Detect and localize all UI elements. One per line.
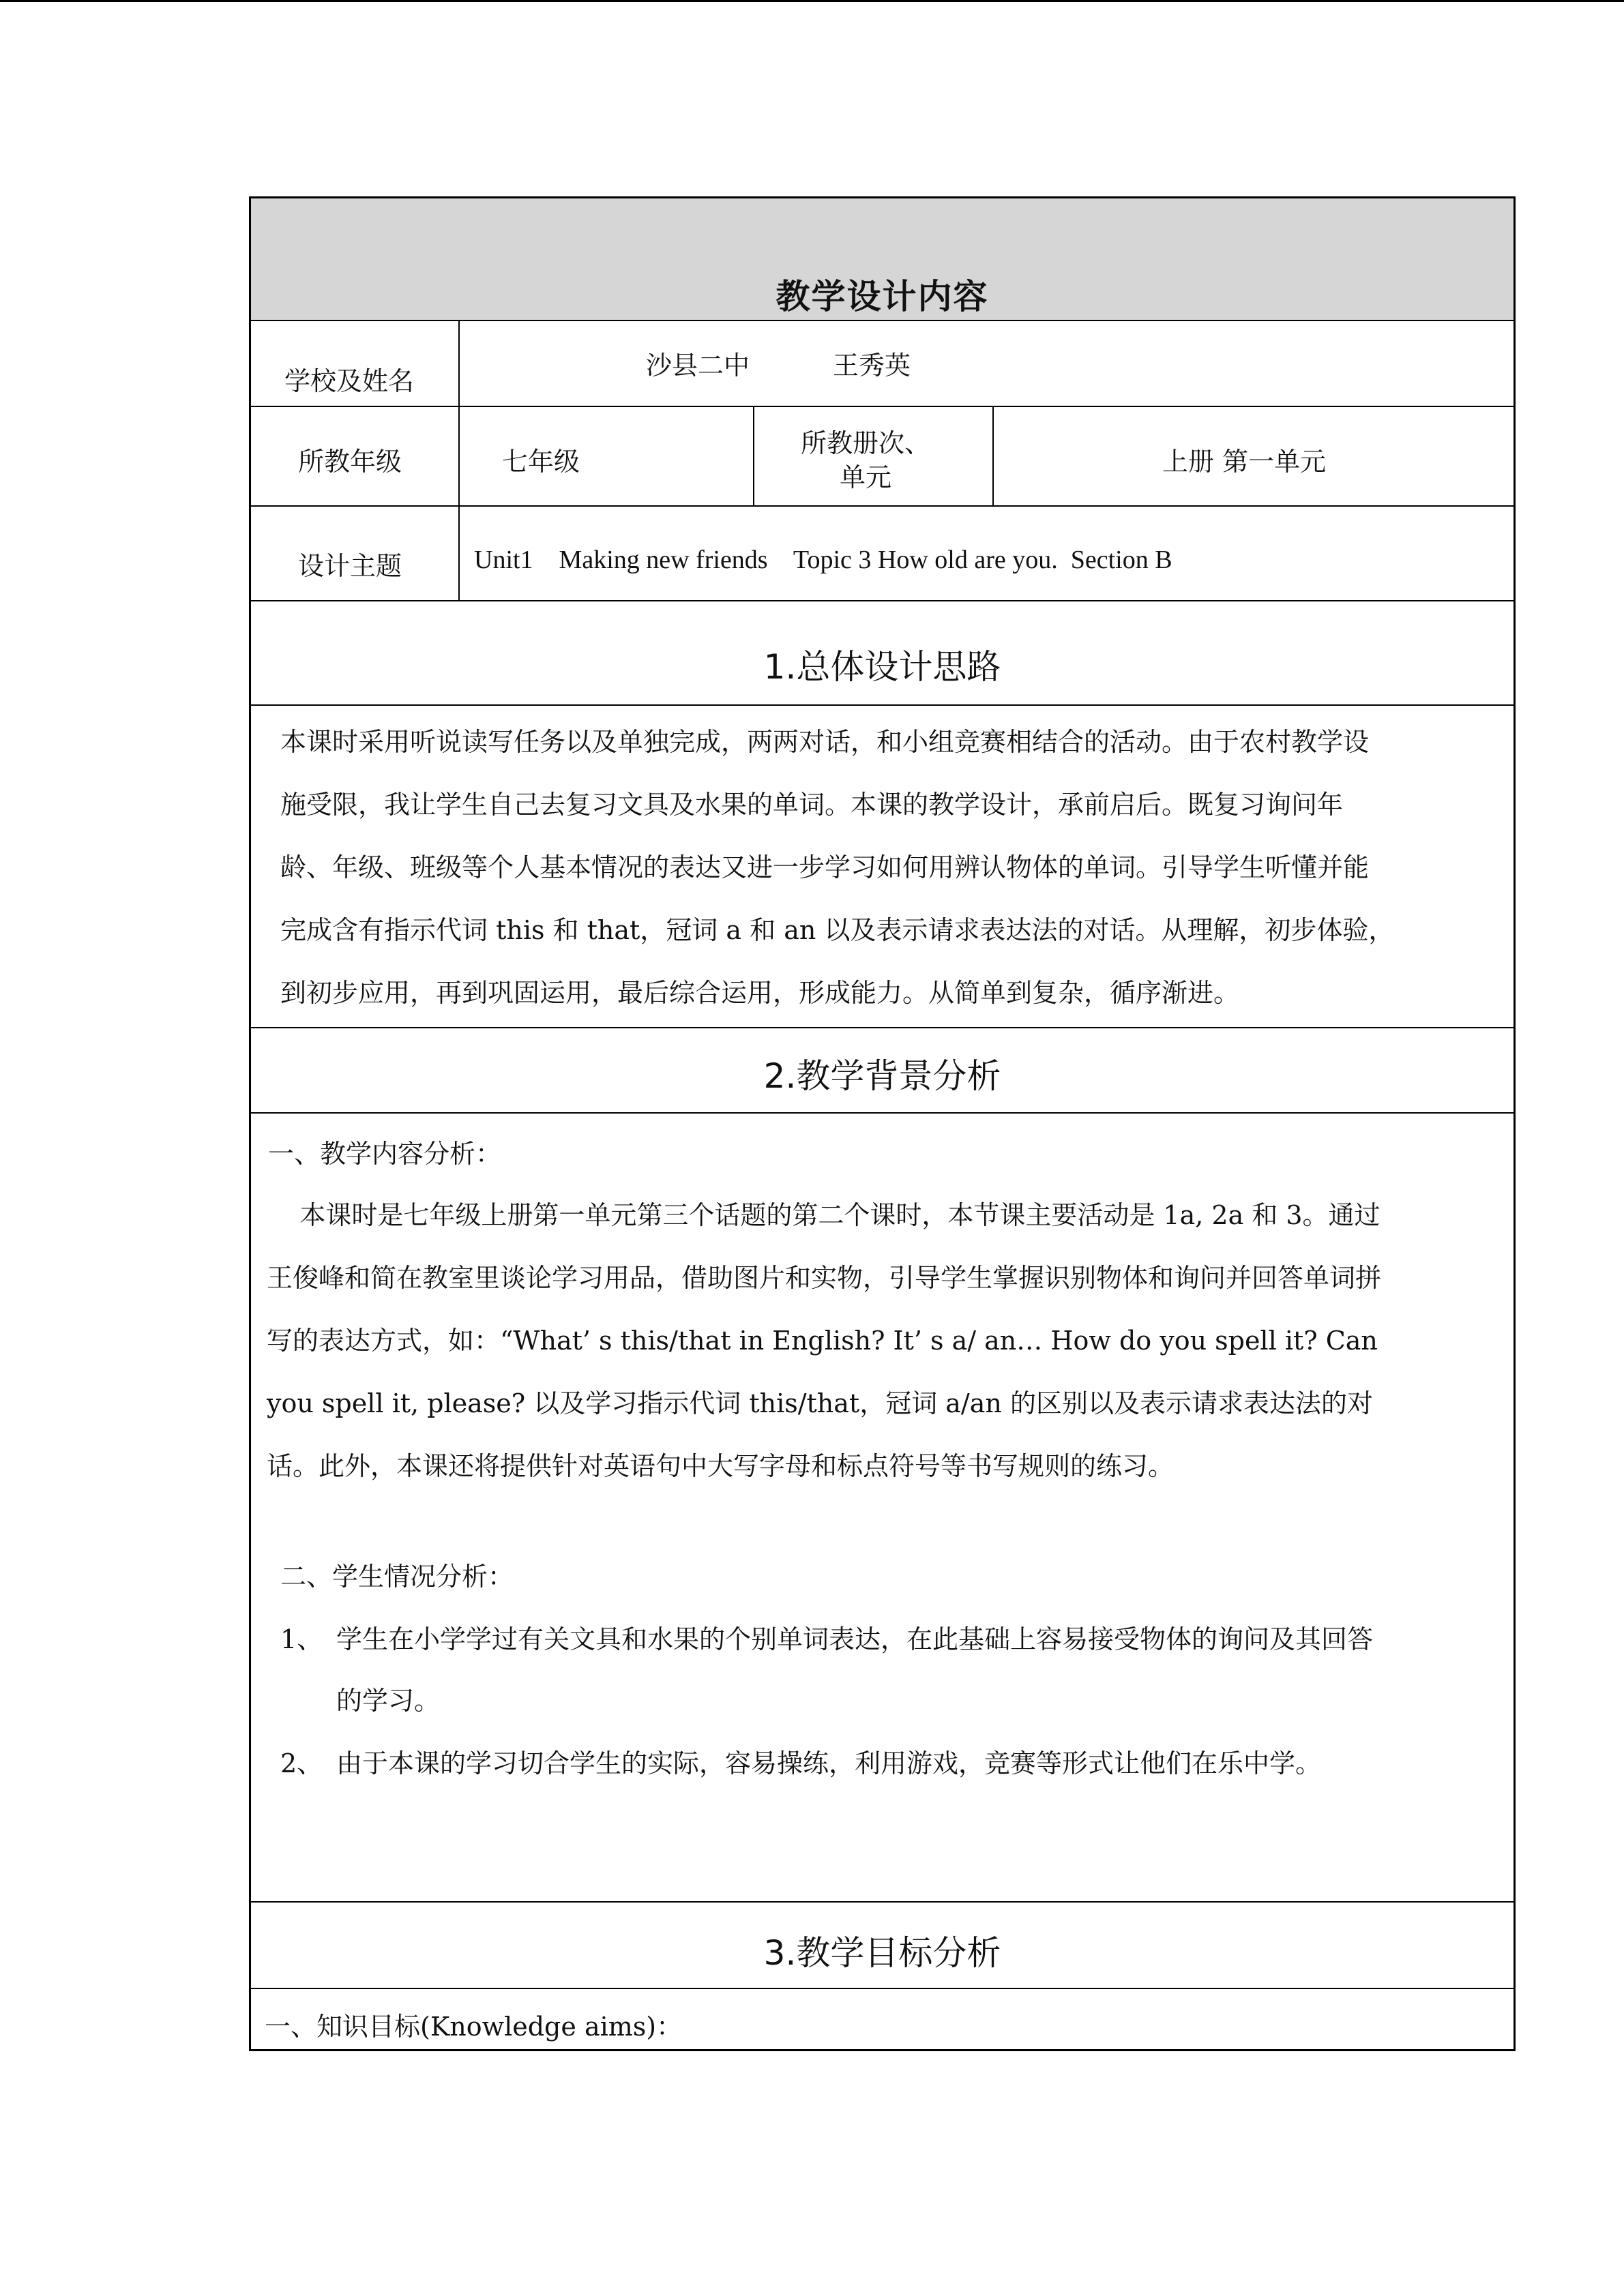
grade-value: 七年级 <box>502 447 580 477</box>
divider <box>251 320 1514 321</box>
content-analysis-line: 本课时是七年级上册第一单元第三个话题的第二个课时，本节课主要活动是 1a, 2a 和 3。通过 <box>267 1200 1381 1230</box>
title-band <box>251 198 1514 320</box>
content-analysis-line: 话。此外，本课还将提供针对英语句中大写字母和标点符号等书写规则的练习。 <box>267 1451 1175 1481</box>
divider <box>251 1988 1514 1989</box>
section3-heading: 3.教学目标分析 <box>763 1933 1001 1973</box>
content-analysis-line: 王俊峰和简在教室里谈论学习用品，借助图片和实物，引导学生掌握识别物体和询问并回答单词拼 <box>267 1263 1382 1293</box>
section1-heading: 1.总体设计思路 <box>763 647 1001 687</box>
content-analysis-title: 一、教学内容分析： <box>268 1139 502 1169</box>
student-analysis-title: 二、学生情况分析： <box>280 1562 514 1592</box>
school-label: 学校及姓名 <box>284 366 415 396</box>
content-analysis-line: 写的表达方式，如：“What’ s this/that in English? It’ s a/ an… How do you spell it? Can <box>267 1326 1378 1356</box>
divider <box>251 1112 1514 1114</box>
student-item-text: 由于本课的学习切合学生的实际，容易操练，利用游戏，竞赛等形式让他们在乐中学。 <box>336 1748 1322 1778</box>
volume-label-line2: 单元 <box>840 462 892 492</box>
divider <box>251 1027 1514 1028</box>
volume-value: 上册 第一单元 <box>1162 447 1327 477</box>
knowledge-aims-title: 一、知识目标(Knowledge aims)： <box>265 2012 683 2042</box>
column-divider <box>992 406 994 505</box>
section2-heading: 2.教学背景分析 <box>763 1056 1001 1096</box>
topic-label: 设计主题 <box>298 551 402 581</box>
table-title: 教学设计内容 <box>776 277 989 316</box>
teacher-value: 王秀英 <box>833 351 911 381</box>
content-analysis-line: you spell it, please? 以及学习指示代词 this/that，冠词 a/an 的区别以及表示请求表达法的对 <box>267 1388 1373 1418</box>
page-top-rule <box>0 0 1624 2</box>
student-item-text: 学生在小学学过有关文具和水果的个别单词表达，在此基础上容易接受物体的询问及其回答 <box>336 1624 1374 1654</box>
section1-line: 施受限，我让学生自己去复习文具及水果的单词。本课的教学设计，承前启后。既复习询问年 <box>280 790 1344 820</box>
volume-label-line1: 所教册次、 <box>801 428 931 458</box>
column-divider <box>753 406 754 505</box>
topic-value: Unit1 Making new friends Topic 3 How old are you. Section B <box>474 546 1172 574</box>
divider <box>251 600 1514 601</box>
divider <box>251 505 1514 507</box>
divider <box>251 704 1514 706</box>
student-item-text: 的学习。 <box>336 1686 441 1716</box>
section1-line: 本课时采用听说读写任务以及单独完成，两两对话，和小组竞赛相结合的活动。由于农村教学设 <box>280 727 1370 757</box>
divider <box>251 1901 1514 1903</box>
section1-line: 龄、年级、班级等个人基本情况的表达又进一步学习如何用辨认物体的单词。引导学生听懂并能 <box>280 852 1370 882</box>
student-item-number: 2、 <box>280 1748 323 1778</box>
divider <box>251 406 1514 407</box>
label-column-divider <box>458 320 460 600</box>
grade-label: 所教年级 <box>298 447 402 477</box>
lesson-design-table <box>249 196 1516 2051</box>
section1-line: 到初步应用，再到巩固运用，最后综合运用，形成能力。从简单到复杂，循序渐进。 <box>280 978 1240 1008</box>
student-item-number: 1、 <box>280 1624 323 1654</box>
school-value: 沙县二中 <box>646 351 750 381</box>
section1-line: 完成含有指示代词 this 和 that，冠词 a 和 an 以及表示请求表达法的对话。从理解，初步体验， <box>280 915 1395 945</box>
